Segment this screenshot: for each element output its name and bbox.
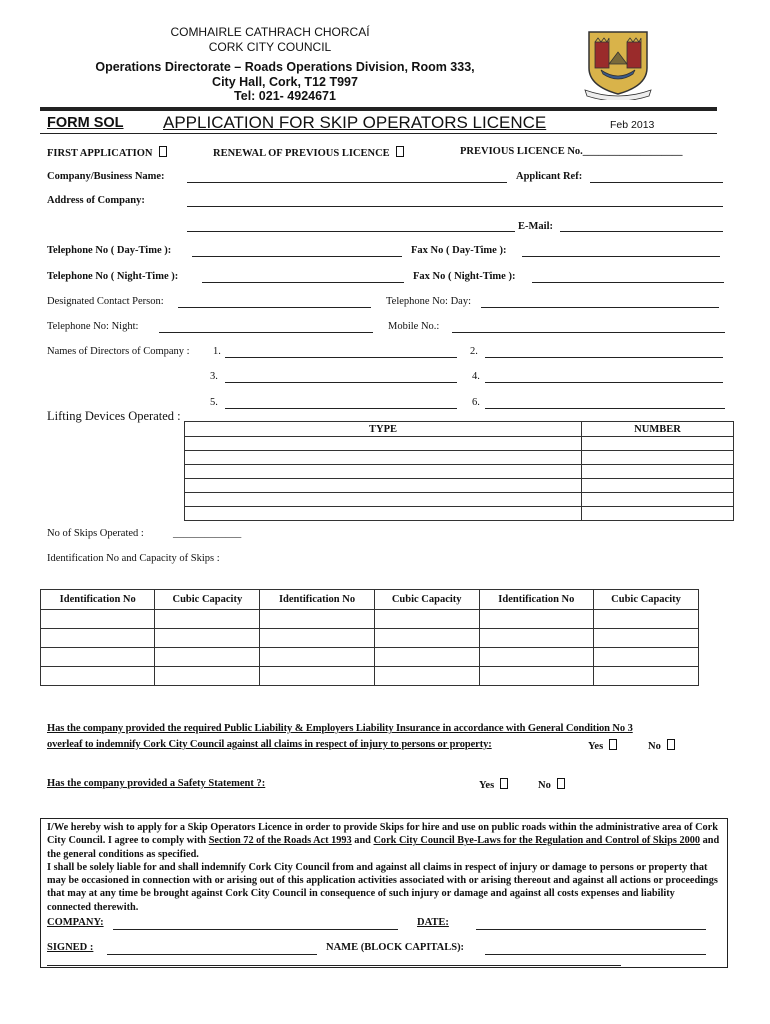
table-cell[interactable] [155, 648, 260, 667]
table-cell[interactable] [260, 648, 374, 667]
table-cell[interactable] [582, 479, 734, 493]
safety-no-label: No [538, 780, 551, 791]
safety-yes-label: Yes [479, 780, 495, 791]
contact-tel-night-field[interactable] [159, 332, 373, 333]
company-name-label: Company/Business Name: [47, 171, 165, 182]
declaration-box [40, 818, 728, 968]
safety-yes-option[interactable] [479, 778, 508, 791]
signature-underline [47, 965, 621, 966]
skips-header-capacity-2: Cubic Capacity [374, 590, 479, 610]
declaration-p1c: and the general conditions as specified. [47, 835, 720, 860]
tel-day-label: Telephone No ( Day-Time ): [47, 245, 172, 256]
director-6-number: 6. [472, 397, 480, 408]
skips-header-capacity-3: Cubic Capacity [594, 590, 699, 610]
table-cell[interactable] [41, 610, 155, 629]
applicant-ref-label: Applicant Ref: [516, 171, 583, 182]
safety-no-option[interactable] [538, 778, 565, 791]
insurance-yes-option[interactable] [588, 739, 617, 752]
declaration-p1a: I/We hereby wish to apply for a Skip Operators Licence in order to provide Skips for hire and use on public roads within the administrative area of Cork City Council. I agree to comply with [47, 822, 718, 847]
director-6-field[interactable] [485, 408, 725, 409]
mobile-field[interactable] [452, 332, 725, 333]
number-header: NUMBER [582, 422, 734, 437]
table-cell[interactable] [594, 629, 699, 648]
email-label: E-Mail: [518, 221, 553, 232]
address-line: City Hall, Cork, T12 T997 [212, 75, 358, 89]
address-label: Address of Company: [47, 195, 145, 206]
renewal-checkbox[interactable] [396, 146, 404, 157]
table-cell[interactable] [479, 648, 593, 667]
skips-header-id-3: Identification No [479, 590, 593, 610]
skips-count-field[interactable]: _____________ [173, 528, 242, 539]
table-cell[interactable] [185, 451, 582, 465]
date-sign-label: DATE: [417, 917, 449, 928]
director-1-number: 1. [213, 346, 221, 357]
type-header: TYPE [185, 422, 582, 437]
director-3-number: 3. [210, 371, 218, 382]
bye-laws-reference: Cork City Council Bye-Laws for the Regulation and Control of Skips 2000 [373, 835, 701, 847]
table-cell[interactable] [41, 629, 155, 648]
table-cell[interactable] [582, 493, 734, 507]
lifting-devices-label: Lifting Devices Operated : [47, 409, 181, 423]
skips-header-id-1: Identification No [41, 590, 155, 610]
council-irish-name: COMHAIRLE CATHRACH CHORCAÍ [170, 25, 370, 39]
table-cell[interactable] [41, 648, 155, 667]
table-cell[interactable] [374, 667, 479, 686]
applicant-ref-field[interactable] [590, 182, 723, 183]
first-application-label: FIRST APPLICATION [47, 148, 153, 159]
table-cell[interactable] [155, 629, 260, 648]
renewal-label: RENEWAL OF PREVIOUS LICENCE [213, 148, 390, 159]
table-cell[interactable] [582, 507, 734, 521]
skips-header-id-2: Identification No [260, 590, 374, 610]
table-cell[interactable] [185, 507, 582, 521]
company-name-field[interactable] [187, 182, 507, 183]
form-date: Feb 2013 [610, 119, 655, 131]
safety-yes-checkbox[interactable] [500, 778, 508, 789]
block-capitals-label: NAME (BLOCK CAPITALS): [326, 942, 465, 953]
email-field[interactable] [560, 231, 723, 232]
table-cell[interactable] [582, 451, 734, 465]
header-rule [40, 107, 717, 111]
insurance-question-line2: overleaf to indemnify Cork City Council against all claims in respect of injury to persons or property: [47, 739, 492, 750]
address-field-line2[interactable] [187, 231, 515, 232]
table-cell[interactable] [185, 493, 582, 507]
previous-licence-no[interactable]: PREVIOUS LICENCE No.___________________ [460, 146, 683, 157]
table-cell[interactable] [185, 437, 582, 451]
director-1-field[interactable] [225, 357, 457, 358]
mobile-label: Mobile No.: [388, 321, 440, 332]
tel-night-field[interactable] [202, 282, 404, 283]
contact-tel-day-field[interactable] [481, 307, 719, 308]
director-4-number: 4. [472, 371, 480, 382]
form-title: APPLICATION FOR SKIP OPERATORS LICENCE [163, 113, 547, 132]
table-cell[interactable] [582, 437, 734, 451]
table-cell[interactable] [155, 610, 260, 629]
table-cell[interactable] [594, 648, 699, 667]
date-sign-field[interactable] [476, 929, 706, 930]
insurance-no-label: No [648, 741, 661, 752]
title-underline [40, 133, 717, 134]
contact-person-label: Designated Contact Person: [47, 296, 164, 307]
fax-day-field[interactable] [522, 256, 720, 257]
safety-no-checkbox[interactable] [557, 778, 565, 789]
table-cell[interactable] [260, 629, 374, 648]
insurance-yes-checkbox[interactable] [609, 739, 617, 750]
director-4-field[interactable] [485, 382, 723, 383]
first-application-checkbox[interactable] [159, 146, 167, 157]
table-cell[interactable] [41, 667, 155, 686]
skips-count-label: No of Skips Operated : [47, 528, 144, 539]
director-3-field[interactable] [225, 382, 457, 383]
table-cell[interactable] [479, 610, 593, 629]
skips-header-capacity-1: Cubic Capacity [155, 590, 260, 610]
contact-tel-day-label: Telephone No: Day: [386, 296, 471, 307]
declaration-p2: I shall be solely liable for and shall indemnify Cork City Council from and against all claims in respect of injury or damage to persons or property that may be occasioned in connection with or arising out of this application activities associated with or arising thereout and against all actions or proceedings that may at any time be brought against Cork City Council in consequence of such injury or damage and against all costs expenses and liability connected therewith. [47, 861, 718, 913]
fax-night-label: Fax No ( Night-Time ): [413, 271, 516, 282]
director-5-field[interactable] [225, 408, 457, 409]
fax-night-field[interactable] [532, 282, 724, 283]
contact-tel-night-label: Telephone No: Night: [47, 321, 139, 332]
lifting-devices-table [184, 421, 734, 521]
table-cell[interactable] [374, 648, 479, 667]
block-capitals-field[interactable] [485, 954, 706, 955]
tel-day-field[interactable] [192, 256, 402, 257]
director-2-number: 2. [470, 346, 478, 357]
address-field-line1[interactable] [187, 206, 723, 207]
table-cell[interactable] [582, 465, 734, 479]
telephone-line: Tel: 021- 4924671 [234, 89, 336, 103]
company-sign-field[interactable] [113, 929, 398, 930]
skips-id-label: Identification No and Capacity of Skips : [47, 553, 220, 564]
directors-label: Names of Directors of Company : [47, 346, 190, 357]
tel-night-label: Telephone No ( Night-Time ): [47, 271, 179, 282]
table-cell[interactable] [479, 629, 593, 648]
declaration-p1b: and [351, 835, 374, 847]
first-application-option[interactable] [47, 146, 167, 159]
signed-field[interactable] [107, 954, 317, 955]
insurance-yes-label: Yes [588, 741, 604, 752]
signed-label: SIGNED : [47, 942, 94, 953]
fax-day-label: Fax No ( Day-Time ): [411, 245, 507, 256]
company-sign-label: COMPANY: [47, 917, 104, 928]
table-cell[interactable] [185, 465, 582, 479]
table-cell[interactable] [260, 667, 374, 686]
contact-person-field[interactable] [178, 307, 371, 308]
table-cell[interactable] [155, 667, 260, 686]
council-english-name: CORK CITY COUNCIL [208, 40, 332, 54]
table-cell[interactable] [374, 610, 479, 629]
insurance-question-line1: Has the company provided the required Public Liability & Employers Liability Insurance in accordance with General Condition No 3 [47, 723, 633, 734]
director-2-field[interactable] [485, 357, 723, 358]
director-5-number: 5. [210, 397, 218, 408]
table-cell[interactable] [594, 667, 699, 686]
table-cell[interactable] [594, 610, 699, 629]
renewal-option[interactable] [213, 146, 404, 159]
insurance-no-option[interactable] [648, 739, 675, 752]
roads-act-reference: Section 72 of the Roads Act 1993 [208, 835, 352, 847]
table-cell[interactable] [260, 610, 374, 629]
safety-question: Has the company provided a Safety Statement ?: [47, 778, 266, 789]
insurance-no-checkbox[interactable] [667, 739, 675, 750]
table-cell[interactable] [479, 667, 593, 686]
skips-table [40, 589, 699, 686]
table-cell[interactable] [374, 629, 479, 648]
form-code: FORM SOL [47, 115, 124, 131]
table-cell[interactable] [185, 479, 582, 493]
declaration-text [41, 819, 727, 916]
division-line: Operations Directorate – Roads Operations Division, Room 333, [95, 60, 475, 74]
crest-icon [583, 28, 653, 100]
